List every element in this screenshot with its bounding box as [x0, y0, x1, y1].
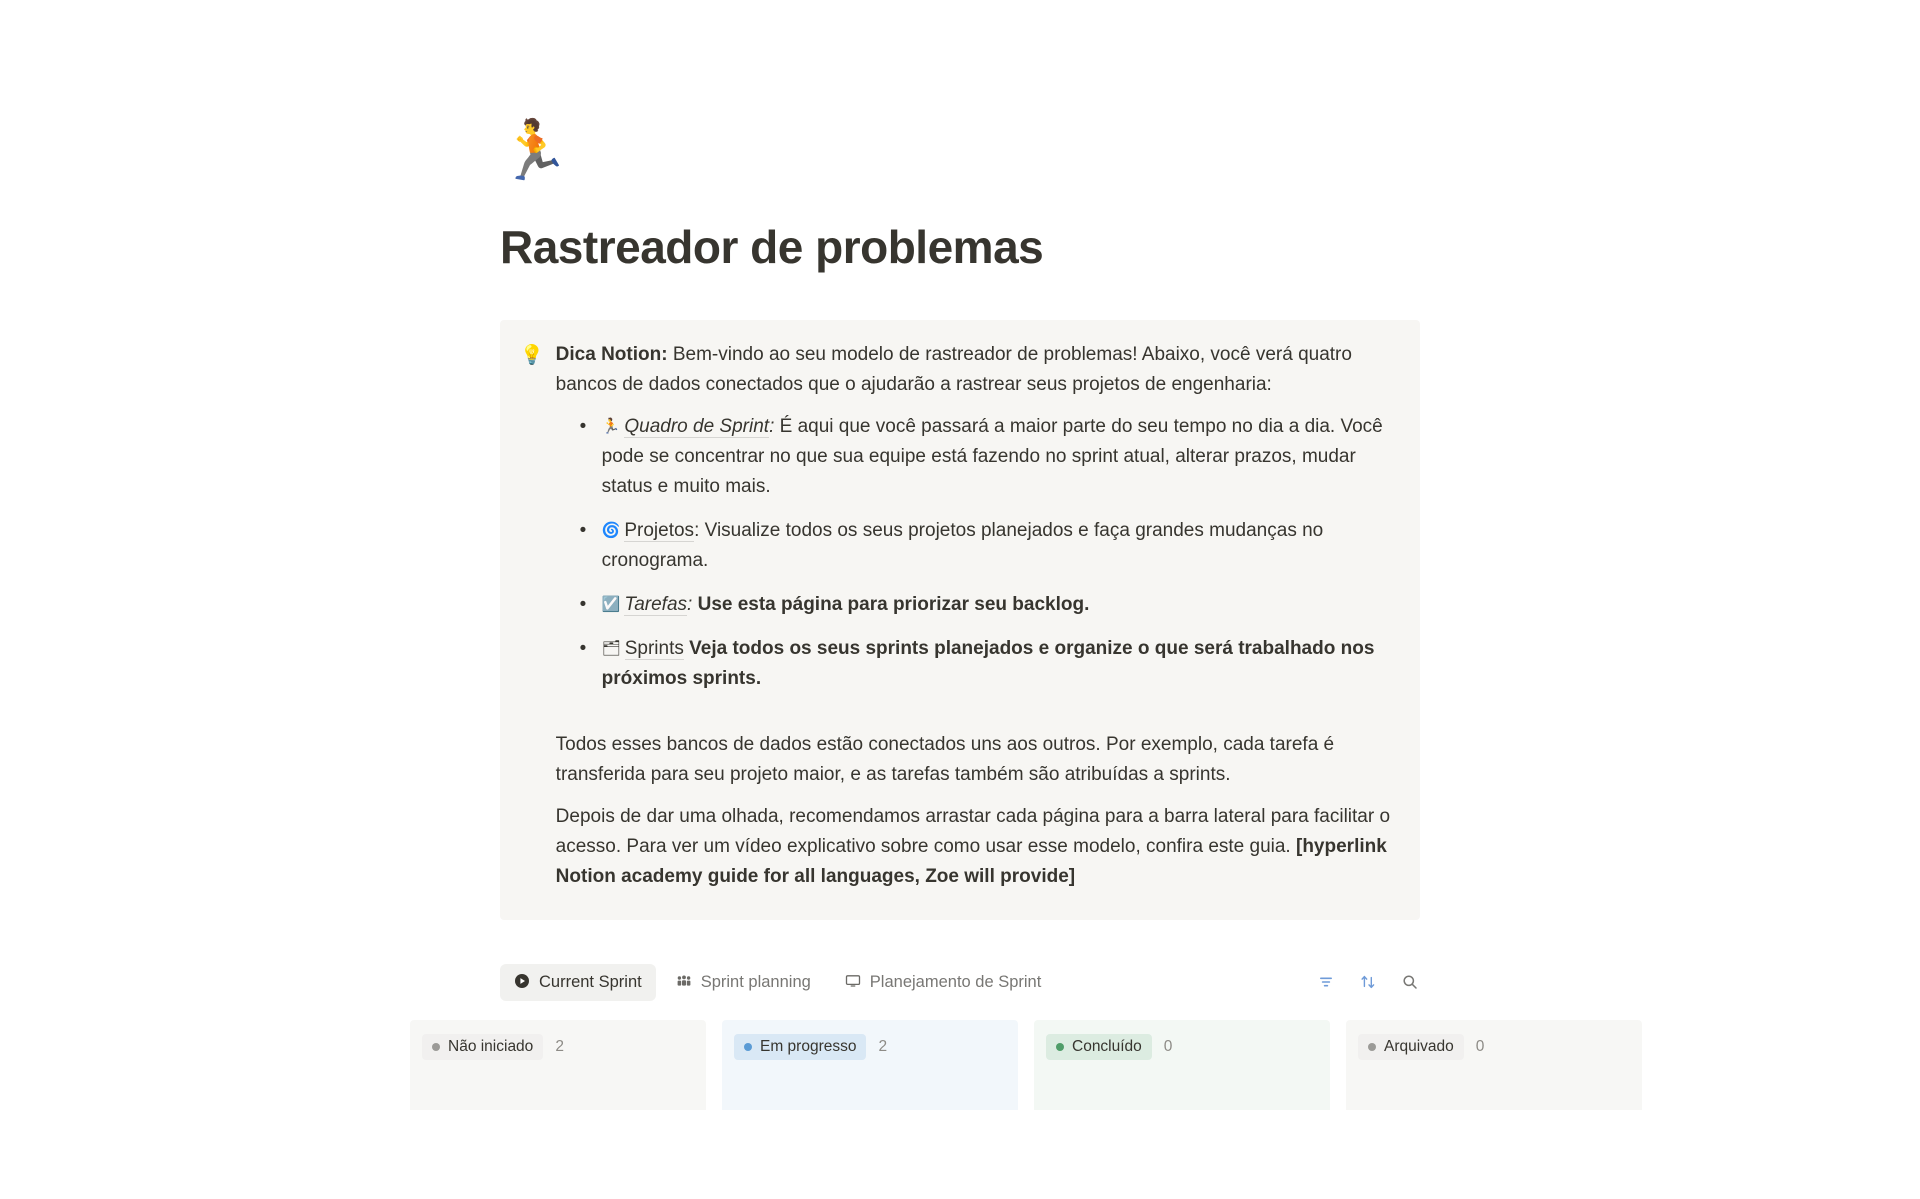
link-sprints[interactable]: Sprints: [624, 638, 684, 659]
list-item-text: É aqui que você passará a maior parte do seu tempo no dia a dia. Você pode se concentrar no que sua equipe está fazendo no sprint atual, alterar prazos, mudar status e muito mais.: [601, 416, 1383, 497]
callout-paragraph-2-text: Depois de dar uma olhada, recomendamos arrastar cada página para a barra lateral para facilitar o acesso. Para ver um vídeo explicativo sobre como usar esse modelo, confira este guia.: [555, 806, 1391, 857]
list-item-text: Use esta página para priorizar seu backlog.: [692, 594, 1090, 615]
kanban-board: [410, 1020, 1510, 1110]
status-dot-icon: [744, 1043, 752, 1051]
sort-icon[interactable]: [1358, 972, 1378, 992]
list-item-text: Veja todos os seus sprints planejados e organize o que será trabalhado nos próximos sprints.: [601, 638, 1375, 689]
callout-paragraph-1: Todos esses bancos de dados estão conectados uns aos outros. Por exemplo, cada tarefa é transferida para seu projeto maior, e as tarefas também são atribuídas a sprints.: [555, 734, 1335, 785]
link-quadro-de-sprint[interactable]: Quadro de Sprint: [624, 416, 770, 437]
monitor-icon: [845, 973, 861, 992]
callout-intro: [556, 340, 1392, 400]
checkbox-icon: ☑️: [601, 596, 621, 613]
group-people-icon: [676, 973, 692, 992]
list-item-separator: :: [687, 594, 693, 615]
column-count: 2: [878, 1038, 888, 1055]
list-item-separator: :: [769, 416, 775, 437]
database-list: [556, 412, 1392, 694]
status-label: Arquivado: [1384, 1038, 1454, 1055]
status-label: Concluído: [1072, 1038, 1142, 1055]
column-count: 0: [1475, 1038, 1485, 1055]
list-item-text: Visualize todos os seus projetos planejados e faça grandes mudanças no cronograma.: [601, 520, 1324, 571]
callout-label: Dica Notion:: [555, 344, 668, 365]
tab-label: Planejamento de Sprint: [869, 972, 1042, 991]
card-stack-icon: 🗂: [601, 640, 621, 657]
board-column-nao-iniciado: [410, 1020, 706, 1110]
database-toolbar: [500, 960, 1420, 1004]
filter-icon[interactable]: [1316, 972, 1336, 992]
running-person-icon: 🏃: [601, 418, 621, 435]
status-dot-icon: [1368, 1043, 1376, 1051]
callout-body: [556, 340, 1392, 892]
page-content: [448, 0, 1485, 1110]
link-tarefas[interactable]: Tarefas: [624, 594, 688, 615]
tab-label: Sprint planning: [700, 972, 811, 991]
status-label: Em progresso: [760, 1038, 857, 1055]
spiral-icon: 🌀: [601, 522, 621, 539]
status-dot-icon: [1056, 1043, 1064, 1051]
status-dot-icon: [432, 1043, 440, 1051]
status-badge[interactable]: [1046, 1034, 1152, 1060]
tab-label: Current Sprint: [539, 972, 642, 991]
toolbar-actions: [1316, 972, 1420, 992]
list-item: [602, 634, 1392, 694]
view-tabs: [500, 964, 1055, 1001]
status-badge[interactable]: [422, 1034, 543, 1060]
page-title: Rastreador de problemas: [500, 221, 1044, 273]
board-column-arquivado: [1346, 1020, 1642, 1110]
link-projetos[interactable]: Projetos: [624, 520, 695, 541]
column-header: [1046, 1034, 1318, 1060]
tab-current-sprint[interactable]: [500, 964, 656, 1001]
search-icon[interactable]: [1400, 972, 1420, 992]
list-item: [602, 516, 1392, 576]
list-item: [602, 590, 1392, 620]
callout-paragraph-2-placeholder: [hyperlink Notion academy guide for all languages, Zoe will provide]: [555, 836, 1387, 887]
board-column-em-progresso: [722, 1020, 1018, 1110]
column-count: 2: [555, 1038, 564, 1055]
callout-intro-text: Bem-vindo ao seu modelo de rastreador de problemas! Abaixo, você verá quatro bancos de dados conectados que o ajudarão a rastrear seus projetos de engenharia:: [555, 344, 1352, 395]
column-header: [422, 1034, 694, 1060]
tab-planejamento-de-sprint[interactable]: [831, 964, 1056, 1001]
list-item-separator: :: [694, 520, 700, 541]
board-column-concluido: [1034, 1020, 1330, 1110]
tip-callout: [500, 320, 1420, 920]
tab-sprint-planning[interactable]: [662, 964, 825, 1001]
column-header: [1358, 1034, 1630, 1060]
column-count: 0: [1163, 1038, 1173, 1055]
status-label: Não iniciado: [448, 1038, 534, 1055]
callout-paragraph-2: [556, 802, 1392, 892]
lightbulb-icon: 💡: [520, 345, 544, 366]
running-person-icon[interactable]: 🏃: [498, 118, 571, 183]
status-badge[interactable]: [734, 1034, 866, 1060]
status-badge[interactable]: [1358, 1034, 1464, 1060]
play-circle-icon: [514, 973, 530, 992]
list-item: [602, 412, 1392, 502]
column-header: [734, 1034, 1006, 1060]
